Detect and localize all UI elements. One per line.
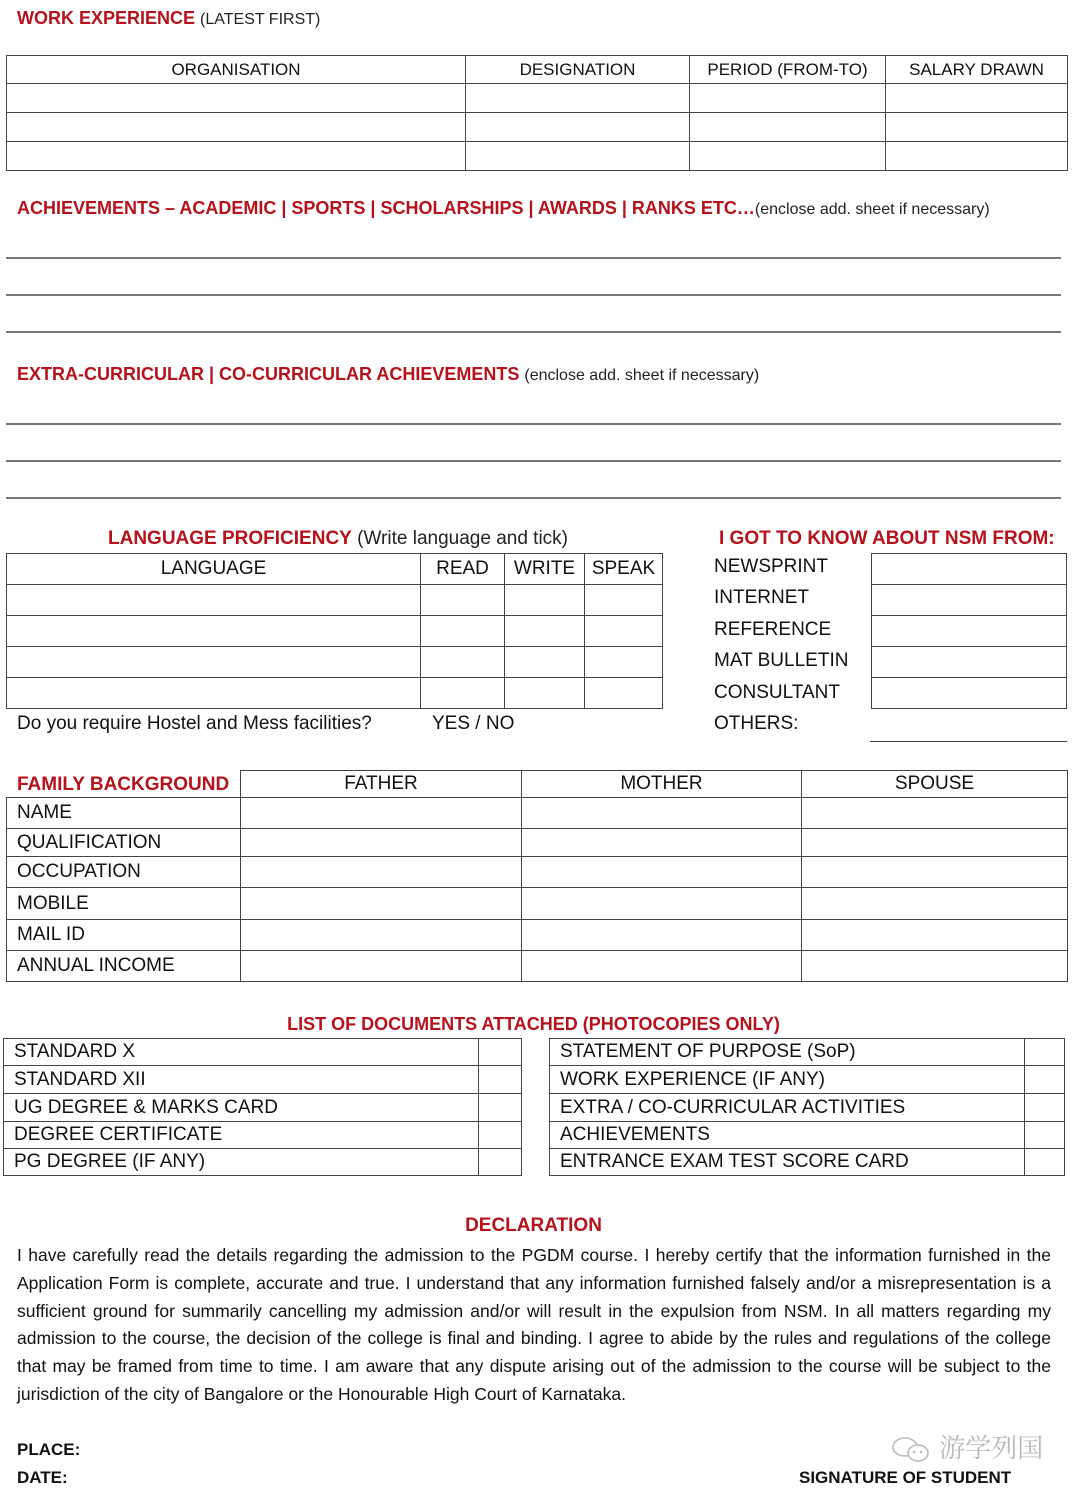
- father-qualification-cell[interactable]: [241, 829, 522, 857]
- document-label: EXTRA / CO-CURRICULAR ACTIVITIES: [550, 1094, 1025, 1122]
- reference-checkbox[interactable]: [872, 616, 1067, 647]
- row-label-mobile: MOBILE: [7, 888, 241, 920]
- document-checkbox[interactable]: [479, 1066, 522, 1094]
- table-header-row: [7, 56, 1068, 84]
- row-label-occupation: OCCUPATION: [7, 857, 241, 888]
- speak-tick-cell[interactable]: [585, 585, 663, 616]
- salary-cell[interactable]: [886, 113, 1068, 142]
- table-header-row: [7, 554, 663, 585]
- table-row: [7, 678, 663, 709]
- speak-tick-cell[interactable]: [585, 616, 663, 647]
- column-header-language: LANGUAGE: [7, 554, 421, 585]
- extra-curricular-title: EXTRA-CURRICULAR | CO-CURRICULAR ACHIEVEMENTS: [17, 364, 520, 384]
- document-label: PG DEGREE (IF ANY): [4, 1149, 479, 1176]
- document-label: ENTRANCE EXAM TEST SCORE CARD: [550, 1149, 1025, 1176]
- language-cell[interactable]: [7, 585, 421, 616]
- document-checkbox[interactable]: [1025, 1094, 1065, 1122]
- column-header-spouse: SPOUSE: [802, 771, 1068, 798]
- achievements-line-2[interactable]: [6, 294, 1061, 296]
- table-row: [4, 1122, 522, 1149]
- language-proficiency-title: LANGUAGE PROFICIENCY: [108, 528, 352, 549]
- organisation-cell[interactable]: [7, 84, 466, 113]
- table-row: [7, 888, 1068, 920]
- designation-cell[interactable]: [466, 142, 690, 171]
- designation-cell[interactable]: [466, 84, 690, 113]
- spouse-name-cell[interactable]: [802, 798, 1068, 829]
- table-header-row: [7, 771, 1068, 798]
- mother-occupation-cell[interactable]: [522, 857, 802, 888]
- table-row: [4, 1149, 522, 1176]
- father-occupation-cell[interactable]: [241, 857, 522, 888]
- chat-bubbles-icon: [890, 1434, 932, 1466]
- source-option-others: OTHERS:: [714, 713, 799, 734]
- document-label: DEGREE CERTIFICATE: [4, 1122, 479, 1149]
- column-header-read: READ: [421, 554, 505, 585]
- write-tick-cell[interactable]: [505, 647, 585, 678]
- mother-income-cell[interactable]: [522, 951, 802, 982]
- table-row: [7, 857, 1068, 888]
- salary-cell[interactable]: [886, 84, 1068, 113]
- table-row: [7, 84, 1068, 113]
- document-checkbox[interactable]: [479, 1039, 522, 1066]
- place-label: PLACE:: [17, 1440, 81, 1459]
- consultant-checkbox[interactable]: [872, 678, 1067, 709]
- spouse-occupation-cell[interactable]: [802, 857, 1068, 888]
- family-background-title: FAMILY BACKGROUND: [17, 774, 230, 795]
- organisation-cell[interactable]: [7, 142, 466, 171]
- internet-checkbox[interactable]: [872, 585, 1067, 616]
- write-tick-cell[interactable]: [505, 616, 585, 647]
- declaration-title: DECLARATION: [465, 1215, 602, 1236]
- speak-tick-cell[interactable]: [585, 678, 663, 709]
- period-cell[interactable]: [690, 84, 886, 113]
- document-checkbox[interactable]: [1025, 1122, 1065, 1149]
- table-row: [7, 585, 663, 616]
- read-tick-cell[interactable]: [421, 647, 505, 678]
- table-row: [7, 142, 1068, 171]
- table-row: [550, 1149, 1065, 1176]
- table-row: [7, 616, 663, 647]
- mother-mobile-cell[interactable]: [522, 888, 802, 920]
- mother-mail-cell[interactable]: [522, 920, 802, 951]
- achievements-line-3[interactable]: [6, 331, 1061, 333]
- declaration-text: I have carefully read the details regarding the admission to the PGDM course. I hereby certify that the information furnished in the Application Form is complete, accurate and true. I understand that any information furnished falsely and/or a misrepresentation is a sufficient ground for summarily cancelling my admission and/or will result in the expulsion from NSM. In all matters regarding my admission to the course, the decision of the college is final and binding. I agree to abide by the rules and regulations of the college that may be framed from time to time. I am aware that any dispute arising out of the admission to the course will be subject to the jurisdiction of the city of Bangalore or the Honourable High Court of Karnataka.: [17, 1245, 1051, 1404]
- document-label: STANDARD X: [4, 1039, 479, 1066]
- designation-cell[interactable]: [466, 113, 690, 142]
- work-experience-title: WORK EXPERIENCE: [17, 8, 196, 28]
- column-header-mother: MOTHER: [522, 771, 802, 798]
- watermark-text: 游学列国: [939, 1433, 1044, 1463]
- spouse-mobile-cell[interactable]: [802, 888, 1068, 920]
- spouse-mail-cell[interactable]: [802, 920, 1068, 951]
- column-header-designation: DESIGNATION: [466, 56, 690, 84]
- documents-right-table: [549, 1038, 1065, 1176]
- table-row: [7, 829, 1068, 857]
- table-row: [7, 647, 663, 678]
- father-mail-cell[interactable]: [241, 920, 522, 951]
- document-label: STATEMENT OF PURPOSE (SoP): [550, 1039, 1025, 1066]
- language-cell[interactable]: [7, 647, 421, 678]
- spouse-income-cell[interactable]: [802, 951, 1068, 982]
- document-checkbox[interactable]: [1025, 1039, 1065, 1066]
- salary-cell[interactable]: [886, 142, 1068, 171]
- read-tick-cell[interactable]: [421, 585, 505, 616]
- document-checkbox[interactable]: [1025, 1149, 1065, 1176]
- documents-title: LIST OF DOCUMENTS ATTACHED (PHOTOCOPIES ONLY): [287, 1014, 780, 1034]
- language-proficiency-note: (Write language and tick): [357, 528, 569, 549]
- source-option-internet: INTERNET: [714, 587, 809, 608]
- document-checkbox[interactable]: [479, 1122, 522, 1149]
- speak-tick-cell[interactable]: [585, 647, 663, 678]
- table-row: [4, 1066, 522, 1094]
- others-input-line[interactable]: [870, 741, 1067, 742]
- work-experience-table: [6, 55, 1068, 171]
- period-cell[interactable]: [690, 142, 886, 171]
- mother-qualification-cell[interactable]: [522, 829, 802, 857]
- work-experience-note: (LATEST FIRST): [200, 11, 321, 28]
- source-checkbox-column: [871, 553, 1067, 709]
- work-experience-heading: [17, 8, 320, 29]
- extra-curricular-line-3[interactable]: [6, 497, 1061, 499]
- source-option-mat-bulletin: MAT BULLETIN: [714, 650, 849, 671]
- row-label-name: NAME: [7, 798, 241, 829]
- row-label-annual-income: ANNUAL INCOME: [7, 951, 241, 982]
- table-row: [550, 1122, 1065, 1149]
- mother-name-cell[interactable]: [522, 798, 802, 829]
- read-tick-cell[interactable]: [421, 678, 505, 709]
- column-header-period: PERIOD (FROM-TO): [690, 56, 886, 84]
- table-row: [7, 798, 1068, 829]
- achievements-title: ACHIEVEMENTS – ACADEMIC | SPORTS | SCHOLARSHIPS | AWARDS | RANKS ETC…: [17, 198, 755, 218]
- hostel-yes-no-option[interactable]: YES / NO: [432, 713, 515, 734]
- table-row: [4, 1039, 522, 1066]
- father-mobile-cell[interactable]: [241, 888, 522, 920]
- document-checkbox[interactable]: [479, 1149, 522, 1176]
- extra-curricular-line-2[interactable]: [6, 460, 1061, 462]
- watermark: [890, 1428, 1043, 1466]
- extra-curricular-note: (enclose add. sheet if necessary): [524, 367, 760, 384]
- language-cell[interactable]: [7, 616, 421, 647]
- achievements-heading: [17, 198, 990, 219]
- row-label-qualification: QUALIFICATION: [7, 829, 241, 857]
- source-heading: I GOT TO KNOW ABOUT NSM FROM:: [719, 528, 1055, 549]
- language-proficiency-table: [6, 553, 663, 709]
- language-cell[interactable]: [7, 678, 421, 709]
- table-row: [550, 1066, 1065, 1094]
- column-header-organisation: ORGANISATION: [7, 56, 466, 84]
- language-proficiency-heading: [108, 528, 568, 550]
- column-header-speak: SPEAK: [585, 554, 663, 585]
- source-option-newsprint: NEWSPRINT: [714, 556, 828, 577]
- column-header-write: WRITE: [505, 554, 585, 585]
- document-checkbox[interactable]: [479, 1094, 522, 1122]
- column-header-salary: SALARY DRAWN: [886, 56, 1068, 84]
- table-row: [7, 920, 1068, 951]
- period-cell[interactable]: [690, 113, 886, 142]
- column-header-father: FATHER: [241, 771, 522, 798]
- document-label: ACHIEVEMENTS: [550, 1122, 1025, 1149]
- documents-left-table: [3, 1038, 522, 1176]
- table-row: [550, 1039, 1065, 1066]
- achievements-note: (enclose add. sheet if necessary): [754, 201, 990, 218]
- newsprint-checkbox[interactable]: [872, 554, 1067, 585]
- write-tick-cell[interactable]: [505, 678, 585, 709]
- document-checkbox[interactable]: [1025, 1066, 1065, 1094]
- table-row: [7, 113, 1068, 142]
- signature-label: SIGNATURE OF STUDENT: [799, 1468, 1012, 1487]
- source-option-consultant: CONSULTANT: [714, 682, 840, 703]
- hostel-question: Do you require Hostel and Mess facilities?: [17, 713, 372, 734]
- extra-curricular-heading: [17, 364, 759, 385]
- document-label: UG DEGREE & MARKS CARD: [4, 1094, 479, 1122]
- spouse-qualification-cell[interactable]: [802, 829, 1068, 857]
- table-row: [7, 951, 1068, 982]
- source-option-reference: REFERENCE: [714, 619, 832, 640]
- family-corner-cell: [7, 771, 241, 798]
- read-tick-cell[interactable]: [421, 616, 505, 647]
- father-income-cell[interactable]: [241, 951, 522, 982]
- father-name-cell[interactable]: [241, 798, 522, 829]
- row-label-mail-id: MAIL ID: [7, 920, 241, 951]
- date-label: DATE:: [17, 1468, 68, 1487]
- table-row: [550, 1094, 1065, 1122]
- table-row: [4, 1094, 522, 1122]
- write-tick-cell[interactable]: [505, 585, 585, 616]
- achievements-line-1[interactable]: [6, 257, 1061, 259]
- extra-curricular-line-1[interactable]: [6, 423, 1061, 425]
- document-label: STANDARD XII: [4, 1066, 479, 1094]
- organisation-cell[interactable]: [7, 113, 466, 142]
- document-label: WORK EXPERIENCE (IF ANY): [550, 1066, 1025, 1094]
- mat-bulletin-checkbox[interactable]: [872, 647, 1067, 678]
- family-background-table: [6, 770, 1068, 982]
